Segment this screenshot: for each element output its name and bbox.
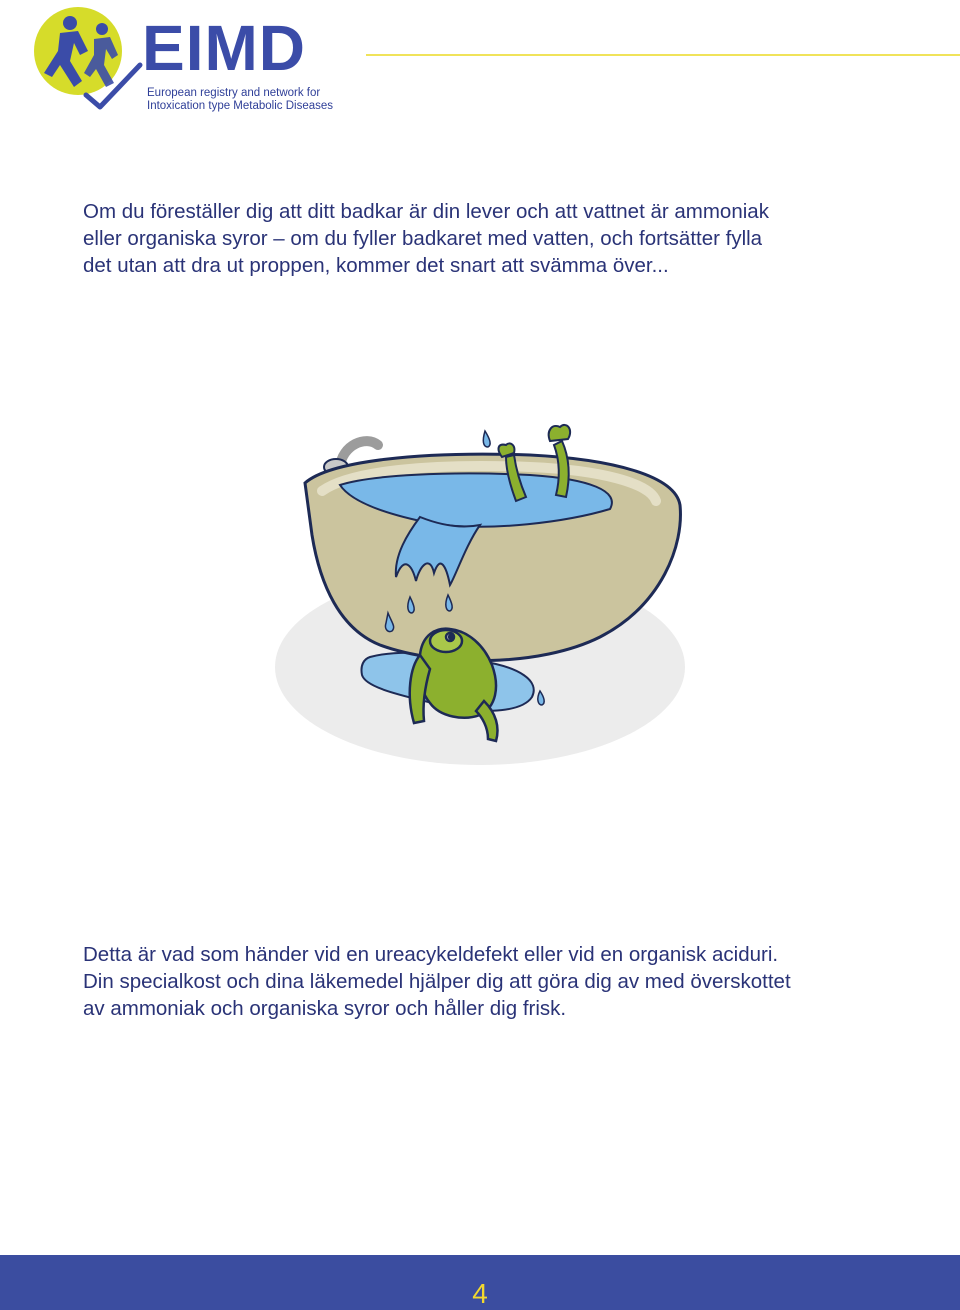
intro-line: Om du föreställer dig att ditt badkar är din lever och att vattnet är ammoniak xyxy=(83,200,769,223)
eimd-logo-mark-icon xyxy=(30,3,150,113)
intro-line: det utan att dra ut proppen, kommer det snart att svämma över... xyxy=(83,254,669,277)
summary-paragraph xyxy=(83,941,913,1022)
page-header xyxy=(0,0,960,130)
page-number: 4 xyxy=(472,1278,488,1309)
intro-line: eller organiska syror – om du fyller badkaret med vatten, och fortsätter fylla xyxy=(83,227,763,250)
intro-paragraph xyxy=(83,198,893,279)
logo-wordmark: EIMD xyxy=(142,12,306,84)
logo-subtitle-line: Intoxication type Metabolic Diseases xyxy=(147,99,334,112)
logo-subtitle-line: European registry and network for xyxy=(147,87,321,99)
eimd-logo xyxy=(30,3,340,123)
summary-line: Din specialkost och dina läkemedel hjälper dig att göra dig av med överskottet xyxy=(83,970,791,993)
page-footer xyxy=(0,1255,960,1310)
summary-line: Detta är vad som händer vid en ureacykeldefekt eller vid en organisk aciduri. xyxy=(83,943,779,966)
summary-line: av ammoniak och organiska syror och håller dig frisk. xyxy=(83,997,567,1020)
logo-subtitle xyxy=(147,87,333,112)
bathtub-frog-illustration xyxy=(270,405,690,770)
header-rule xyxy=(366,54,960,56)
